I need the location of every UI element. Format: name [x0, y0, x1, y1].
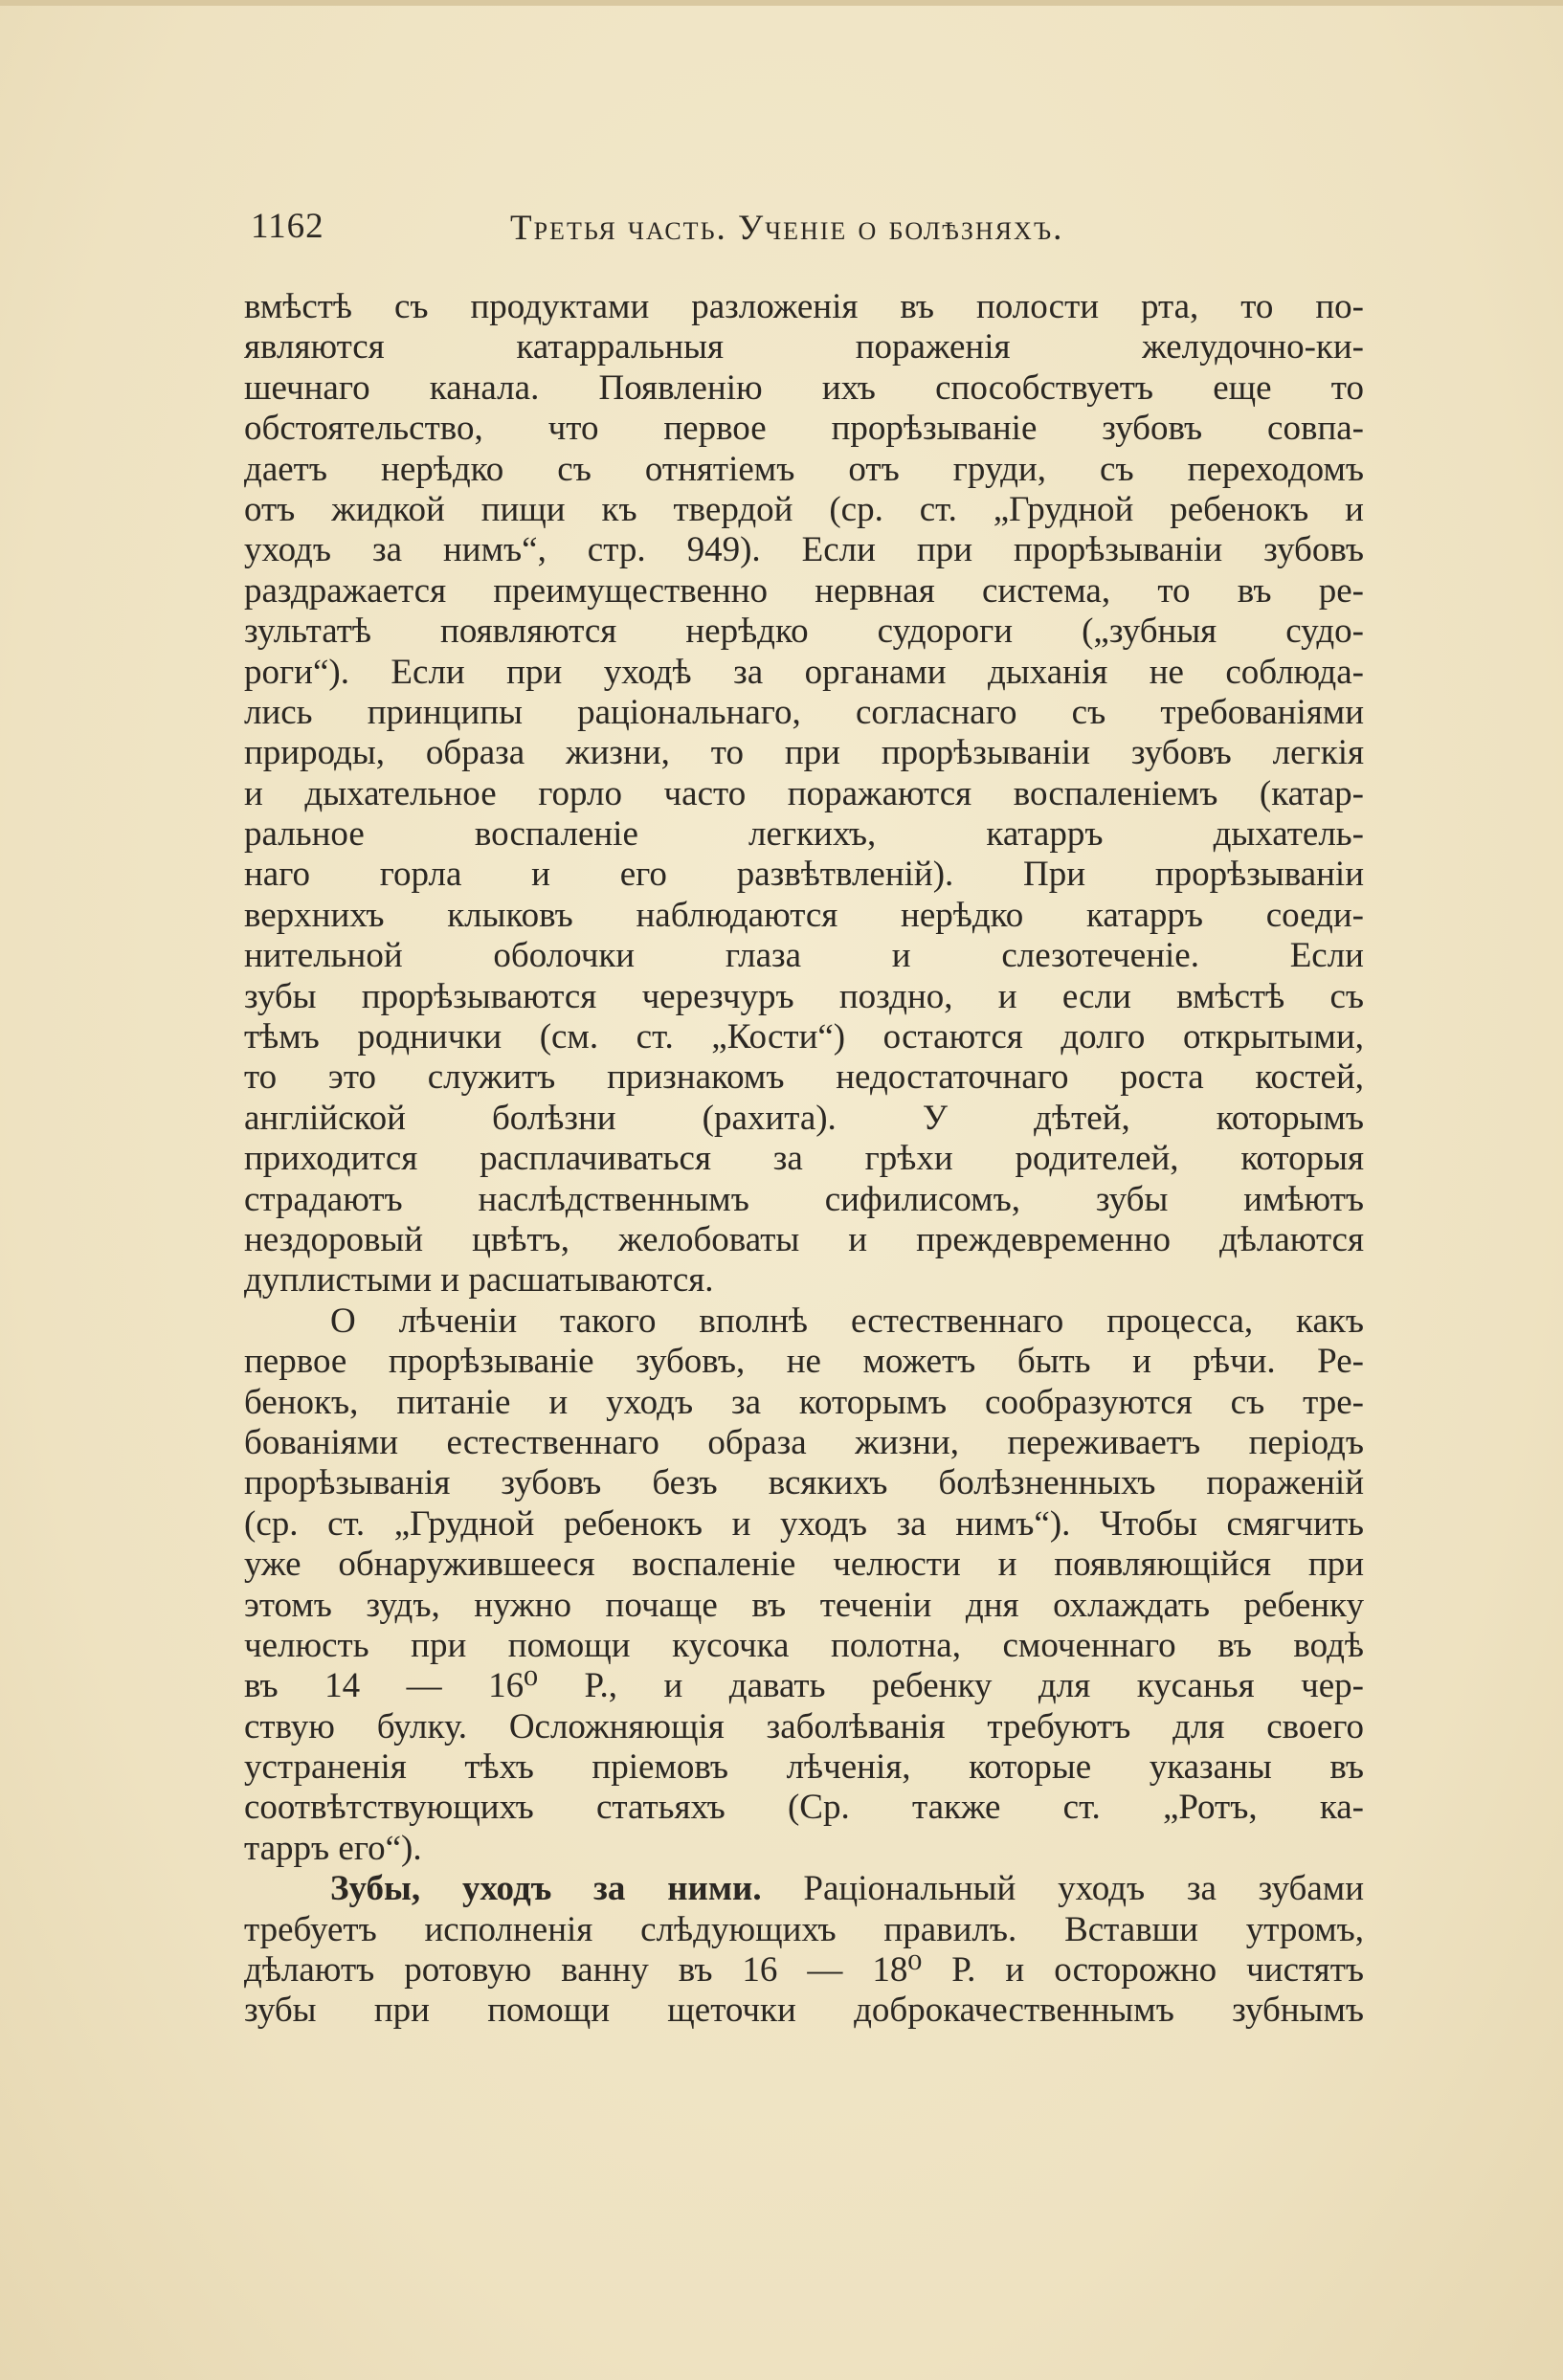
- text-line: роги“). Если при уходѣ за органами дыханія не соблюда-: [244, 652, 1364, 692]
- text-line: устраненія тѣхъ пріемовъ лѣченія, которые указаны въ: [244, 1747, 1364, 1788]
- text-line: и дыхательное горло часто поражаются воспаленіемъ (катар-: [244, 773, 1364, 813]
- page-number: 1162: [251, 207, 324, 246]
- text-line: тарръ его“).: [244, 1828, 422, 1868]
- text-line: прорѣзыванія зубовъ безъ всякихъ болѣзненныхъ пораженій: [244, 1463, 1364, 1503]
- text-line: лись принципы раціональнаго, согласнаго съ требованіями: [244, 692, 1364, 732]
- text-line: нездоровый цвѣтъ, желобоваты и преждевременно дѣлаются: [244, 1219, 1364, 1259]
- text-line: страдаютъ наслѣдственнымъ сифилисомъ, зубы имѣютъ: [244, 1179, 1364, 1219]
- text-line: нительной оболочки глаза и слезотеченіе. Если: [244, 936, 1364, 976]
- text-line: этомъ зудъ, нужно почаще въ теченіи дня охлаждать ребенку: [244, 1585, 1364, 1625]
- text-line: то это служитъ признакомъ недостаточнаго роста костей,: [244, 1057, 1364, 1098]
- section-heading: Зубы, уходъ за ними.: [330, 1869, 762, 1909]
- text-line: уходъ за нимъ“, стр. 949). Если при прорѣзываніи зубовъ: [244, 530, 1364, 570]
- text-line: наго горла и его развѣтвленій). При прорѣзываніи: [244, 855, 1364, 895]
- text-line: верхнихъ клыковъ наблюдаются нерѣдко катарръ соеди-: [244, 895, 1364, 935]
- text-line: вмѣстѣ съ продуктами разложенія въ полости рта, то по-: [244, 287, 1364, 326]
- text-line: требуетъ исполненія слѣдующихъ правилъ. Вставши утромъ,: [244, 1909, 1364, 1949]
- text-line: англійской болѣзни (рахита). У дѣтей, которымъ: [244, 1098, 1364, 1138]
- text-line: тѣмъ роднички (см. ст. „Кости“) остаются долго открытыми,: [244, 1017, 1364, 1057]
- text-line: дѣлаютъ ротовую ванну въ 16 — 18⁰ Р. и осторожно чистятъ: [244, 1950, 1364, 1991]
- paragraph-first-line: О лѣченіи такого вполнѣ естественнаго процесса, какъ: [330, 1301, 1364, 1341]
- text-line: шечнаго канала. Появленію ихъ способствуетъ еще то: [244, 367, 1364, 408]
- text-line: первое прорѣзываніе зубовъ, не можетъ быть и рѣчи. Ре-: [244, 1342, 1364, 1382]
- text-line: соотвѣтствующихъ статьяхъ (Ср. также ст. „Ротъ, ка-: [244, 1788, 1364, 1828]
- text-line: природы, образа жизни, то при прорѣзываніи зубовъ легкія: [244, 733, 1364, 773]
- section-first-line-text: Раціональный уходъ за зубами: [803, 1869, 1364, 1909]
- text-line: ральное воспаленіе легкихъ, катарръ дыхатель-: [244, 814, 1364, 855]
- page-top-edge: [0, 0, 1563, 6]
- text-line: приходится расплачиваться за грѣхи родителей, которыя: [244, 1139, 1364, 1179]
- text-line: обстоятельство, что первое прорѣзываніе зубовъ совпа-: [244, 409, 1364, 449]
- page-header: [251, 203, 1304, 260]
- body-text: [244, 287, 1364, 2032]
- section-first-line: [244, 1869, 1364, 1909]
- text-line: отъ жидкой пищи къ твердой (ср. ст. „Грудной ребенокъ и: [244, 489, 1364, 529]
- text-line: бованіями естественнаго образа жизни, переживаетъ періодъ: [244, 1422, 1364, 1462]
- text-line: ствую булку. Осложняющія заболѣванія требуютъ для своего: [244, 1706, 1364, 1746]
- text-line: (ср. ст. „Грудной ребенокъ и уходъ за нимъ“). Чтобы смягчить: [244, 1503, 1364, 1544]
- text-line: являются катарральныя пораженія желудочно-ки-: [244, 327, 1364, 367]
- text-line: даетъ нерѣдко съ отнятіемъ отъ груди, съ переходомъ: [244, 449, 1364, 489]
- text-line: зубы при помощи щеточки доброкачественнымъ зубнымъ: [244, 1991, 1364, 2031]
- text-line: зубы прорѣзываются черезчуръ поздно, и если вмѣстѣ съ: [244, 976, 1364, 1016]
- text-line: зультатѣ появляются нерѣдко судороги („зубныя судо-: [244, 612, 1364, 652]
- text-line: бенокъ, питаніе и уходъ за которымъ сообразуются съ тре-: [244, 1382, 1364, 1422]
- text-line: челюсть при помощи кусочка полотна, смоченнаго въ водѣ: [244, 1625, 1364, 1665]
- text-line: раздражается преимущественно нервная система, то въ ре-: [244, 570, 1364, 611]
- text-line: въ 14 — 16⁰ Р., и давать ребенку для кусанья чер-: [244, 1666, 1364, 1706]
- running-title: Третья часть. Ученіе о болѣзняхъ.: [510, 209, 1064, 248]
- text-line: дуплистыми и расшатываются.: [244, 1260, 714, 1301]
- text-line: уже обнаружившееся воспаленіе челюсти и появляющійся при: [244, 1545, 1364, 1585]
